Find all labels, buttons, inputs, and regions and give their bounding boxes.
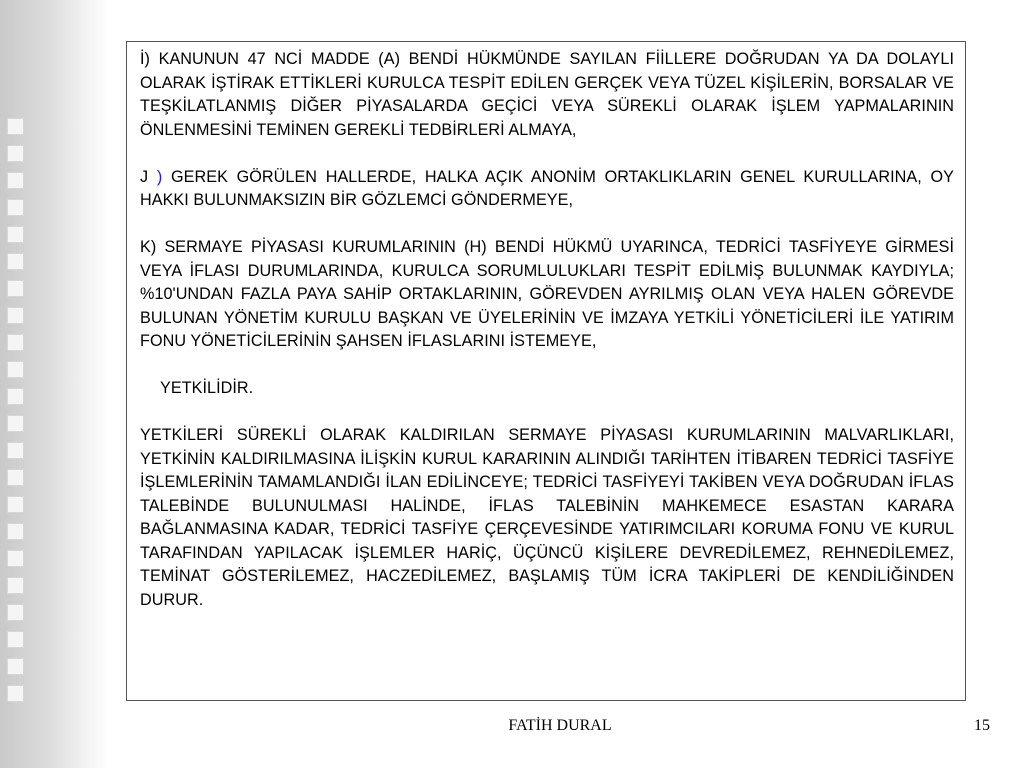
paragraph-j-letter: J: [140, 167, 149, 186]
decor-square: [7, 253, 24, 270]
paragraph-k: K) SERMAYE PİYASASI KURUMLARININ (H) BENDİ HÜKMÜ UYARINCA, TEDRİCİ TASFİYEYE GİRMESİ VEYA İFLASI DURUMLARINDA, KURULCA SORUMLULUKLARI TESPİT EDİLMİŞ BULUNMAK KAYDIYLA; %10'UNDAN FAZLA PAYA SAHİP ORTAKLARININ, GÖREVDEN AYRILMIŞ OLAN VEYA HALEN GÖREVDE BULUNAN YÖNETİM KURULU BAŞKAN VE ÜYELERİNİN VE İMZAYA YETKİLİ YÖNETİCİLERİ İLE YATIRIM FONU YÖNETİCİLERİNİN ŞAHSEN İFLASLARINI İSTEMEYE,: [140, 238, 954, 350]
decor-square: [7, 685, 24, 702]
paragraph-gap: [140, 401, 954, 425]
decor-square: [7, 145, 24, 162]
decor-square: [7, 577, 24, 594]
paragraph-i: İ) KANUNUN 47 NCİ MADDE (A) BENDİ HÜKMÜNDE SAYILAN FİİLLERE DOĞRUDAN YA DA DOLAYLI OLARAK İŞTİRAK ETTİKLERİ KURULCA TESPİT EDİLEN GERÇEK VEYA TÜZEL KİŞİLERİN, BORSALAR VE TEŞKİLATLANMIŞ DİĞER PİYASALARDA GEÇİCİ VEYA SÜREKLİ OLARAK İŞLEM YAPMALARININ ÖNLENMESİNİ TEMİNEN GEREKLİ TEDBİRLERİ ALMAYA,: [140, 50, 954, 139]
decor-square: [7, 226, 24, 243]
decor-square: [7, 550, 24, 567]
decor-square: [7, 280, 24, 297]
paragraph-yetkilidir: YETKİLİDİR.: [160, 379, 254, 397]
decor-square: [7, 172, 24, 189]
paragraph-gap: [140, 213, 954, 237]
paragraph-j-paren: ): [156, 167, 163, 186]
slide-content-box: [126, 41, 966, 701]
decor-square: [7, 199, 24, 216]
decor-square: [7, 442, 24, 459]
paragraph-j-text: GEREK GÖRÜLEN HALLERDE, HALKA AÇIK ANONİM ORTAKLIKLARIN GENEL KURULLARINA, OY HAKKI BULUNMAKSIZIN BİR GÖZLEMCİ GÖNDERMEYE,: [140, 167, 954, 209]
decor-square: [7, 361, 24, 378]
decor-square: [7, 307, 24, 324]
side-decoration-band: [0, 0, 110, 768]
decorative-squares: [7, 118, 31, 718]
page-number: 15: [974, 717, 990, 734]
decor-square: [7, 334, 24, 351]
paragraph-gap: [140, 142, 954, 166]
footer-author: FATİH DURAL: [508, 717, 612, 734]
decor-square: [7, 604, 24, 621]
decor-square: [7, 388, 24, 405]
decor-square: [7, 496, 24, 513]
decor-square: [7, 658, 24, 675]
decor-square: [7, 469, 24, 486]
decor-square: [7, 118, 24, 135]
decor-square: [7, 415, 24, 432]
paragraph-gap: [140, 354, 954, 378]
decor-square: [7, 631, 24, 648]
decor-square: [7, 523, 24, 540]
paragraph-final: YETKİLERİ SÜREKLİ OLARAK KALDIRILAN SERMAYE PİYASASI KURUMLARININ MALVARLIKLARI, YETKİNİN KALDIRILMASINA İLİŞKİN KURUL KARARININ ALINDIĞI TARİHTEN İTİBAREN TEDRİCİ TASFİYE İŞLEMLERİNİN TAMAMLANDIĞI İLAN EDİLİNCEYE; TEDRİCİ TASFİYEYİ TAKİBEN VEYA DOĞRUDAN İFLAS TALEBİNDE BULUNULMASI HALİNDE, İFLAS TALEBİNİN MAHKEMECE ESASTAN KARARA BAĞLANMASINA KADAR, TEDRİCİ TASFİYE ÇERÇEVESİNDE YATIRIMCILARI KORUMA FONU VE KURUL TARAFINDAN YAPILACAK İŞLEMLER HARİÇ, ÜÇÜNCÜ KİŞİLERE DEVREDİLEMEZ, REHNEDİLEMEZ, TEMİNAT GÖSTERİLEMEZ, HACZEDİLEMEZ, BAŞLAMIŞ TÜM İCRA TAKİPLERİ DE KENDİLİĞİNDEN DURUR.: [140, 426, 954, 609]
paragraph-j: [140, 166, 954, 213]
